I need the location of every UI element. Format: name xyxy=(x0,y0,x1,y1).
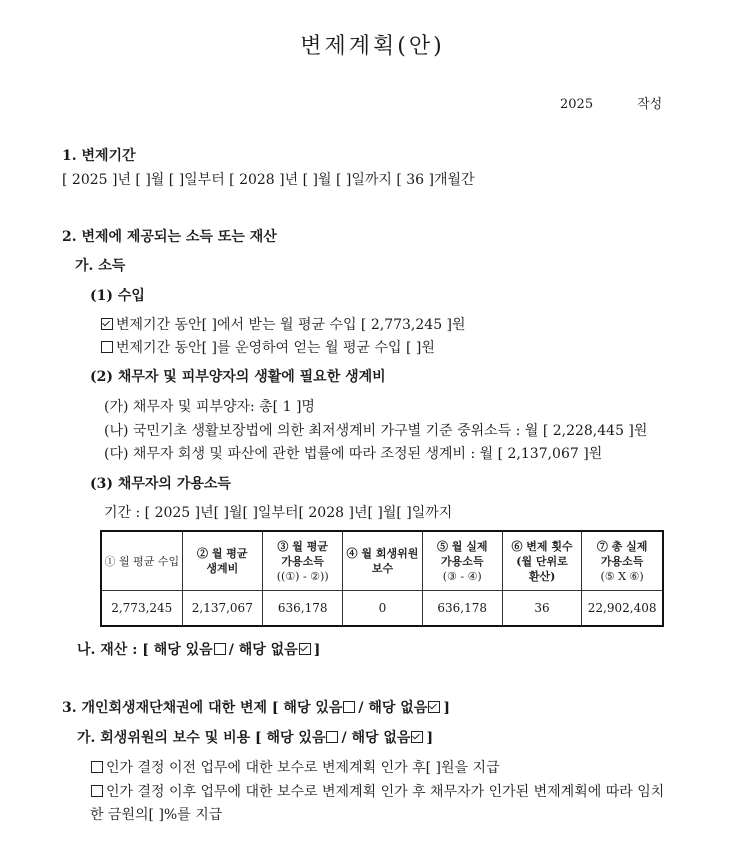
repayment-period: [ 2025 ]년 [ ]월 [ ]일부터 [ 2028 ]년 [ ]월 [ ]일까지 [ 36 ]개월간 xyxy=(62,172,475,188)
business-text: 번제기간 동안[ ]를 운영하여 얻는 월 평균 수입 [ ]원 xyxy=(116,340,435,356)
section2-heading: 2. 변제에 제공되는 소득 또는 재산 xyxy=(62,229,277,245)
col-actual-disposable: ⑤ 월 실제 가용소득 (③ - ④) xyxy=(422,531,502,591)
fee-before-checkbox[interactable] xyxy=(91,761,103,773)
cell-avg-disposable: 636,178 xyxy=(263,591,343,627)
income-subheading: 가. 소득 xyxy=(75,258,126,274)
revenue-line-business xyxy=(100,339,435,357)
property-line: 나. 재산 : [ 해당 있음 / 해당 없음 ] xyxy=(77,642,321,658)
col-living-cost: ② 월 평균 생계비 xyxy=(182,531,263,591)
table-header-row xyxy=(101,531,663,591)
trustee-fee-none-checkbox[interactable] xyxy=(411,731,423,743)
median-income-line: (나) 국민기초 생활보장법에 의한 최저생계비 가구별 기준 중위소득 : 월 [ 2,228,445 ]원 xyxy=(104,423,648,439)
section1-heading: 1. 변제기간 xyxy=(62,148,136,164)
cell-monthly-income: 2,773,245 xyxy=(101,591,182,627)
cell-total-disposable: 22,902,408 xyxy=(582,591,663,627)
property-has-checkbox[interactable] xyxy=(214,643,226,655)
disposable-income-table xyxy=(100,530,664,627)
estate-claim-has-checkbox[interactable] xyxy=(343,701,355,713)
col-total-disposable: ⑦ 총 실제 가용소득 (⑤ X ⑥) xyxy=(582,531,663,591)
trustee-fee-item-after-cont: 한 금원의[ ]%를 지급 xyxy=(90,807,223,823)
disposable-income-heading: (3) 채무자의 가용소득 xyxy=(90,476,231,492)
table-row xyxy=(101,591,663,627)
fee-after-checkbox[interactable] xyxy=(91,785,103,797)
disposable-period: 기간 : [ 2025 ]년[ ]월[ ]일부터[ 2028 ]년[ ]월[ ]일까지 xyxy=(104,505,453,521)
dependents-line: (가) 채무자 및 피부양자: 총[ 1 ]명 xyxy=(104,399,315,415)
col-monthly-income: ① 월 평균 수입 xyxy=(101,531,182,591)
revenue-line-salary xyxy=(100,316,466,334)
cell-payment-count: 36 xyxy=(502,591,581,627)
salary-text: 변제기간 동안[ ]에서 받는 월 평균 수입 [ 2,773,245 ]원 xyxy=(116,317,466,333)
property-none-checkbox[interactable] xyxy=(299,643,311,655)
cell-actual-disposable: 636,178 xyxy=(422,591,502,627)
cell-trustee-fee: 0 xyxy=(343,591,422,627)
section3-heading: 3. 개인회생재단채권에 대한 변제 [ 해당 있음 / 해당 없음 ] xyxy=(62,700,450,716)
written-date xyxy=(560,96,662,114)
page-title: 변제계획(안) xyxy=(300,34,445,59)
living-cost-heading: (2) 채무자 및 피부양자의 생활에 필요한 생계비 xyxy=(90,369,386,385)
business-checkbox[interactable] xyxy=(101,341,113,353)
salary-checkbox[interactable] xyxy=(101,318,113,330)
col-avg-disposable: ③ 월 평균 가용소득 ((①) - ②)) xyxy=(263,531,343,591)
written-year: 2025 xyxy=(560,97,594,112)
adjusted-living-cost-line: (다) 채무자 회생 및 파산에 관한 법률에 따라 조정된 생계비 : 월 [ 2,137,067 ]원 xyxy=(104,446,603,462)
col-trustee-fee: ④ 월 회생위원 보수 xyxy=(343,531,422,591)
written-label: 작성 xyxy=(637,97,663,112)
revenue-heading: (1) 수입 xyxy=(90,288,145,304)
estate-claim-none-checkbox[interactable] xyxy=(428,701,440,713)
trustee-fee-item-before: 인가 결정 이전 업무에 대한 보수로 변제계획 인가 후[ ]원을 지급 xyxy=(90,759,500,777)
col-payment-count: ⑥ 변제 횟수 (월 단위로 환산) xyxy=(502,531,581,591)
trustee-fee-has-checkbox[interactable] xyxy=(326,731,338,743)
trustee-fee-item-after: 인가 결정 이후 업무에 대한 보수로 변제계획 인가 후 채무자가 인가된 변제계획에 따라 임치 xyxy=(90,783,664,801)
cell-living-cost: 2,137,067 xyxy=(182,591,263,627)
trustee-fee-line: 가. 회생위원의 보수 및 비용 [ 해당 있음 / 해당 없음 ] xyxy=(77,730,434,746)
